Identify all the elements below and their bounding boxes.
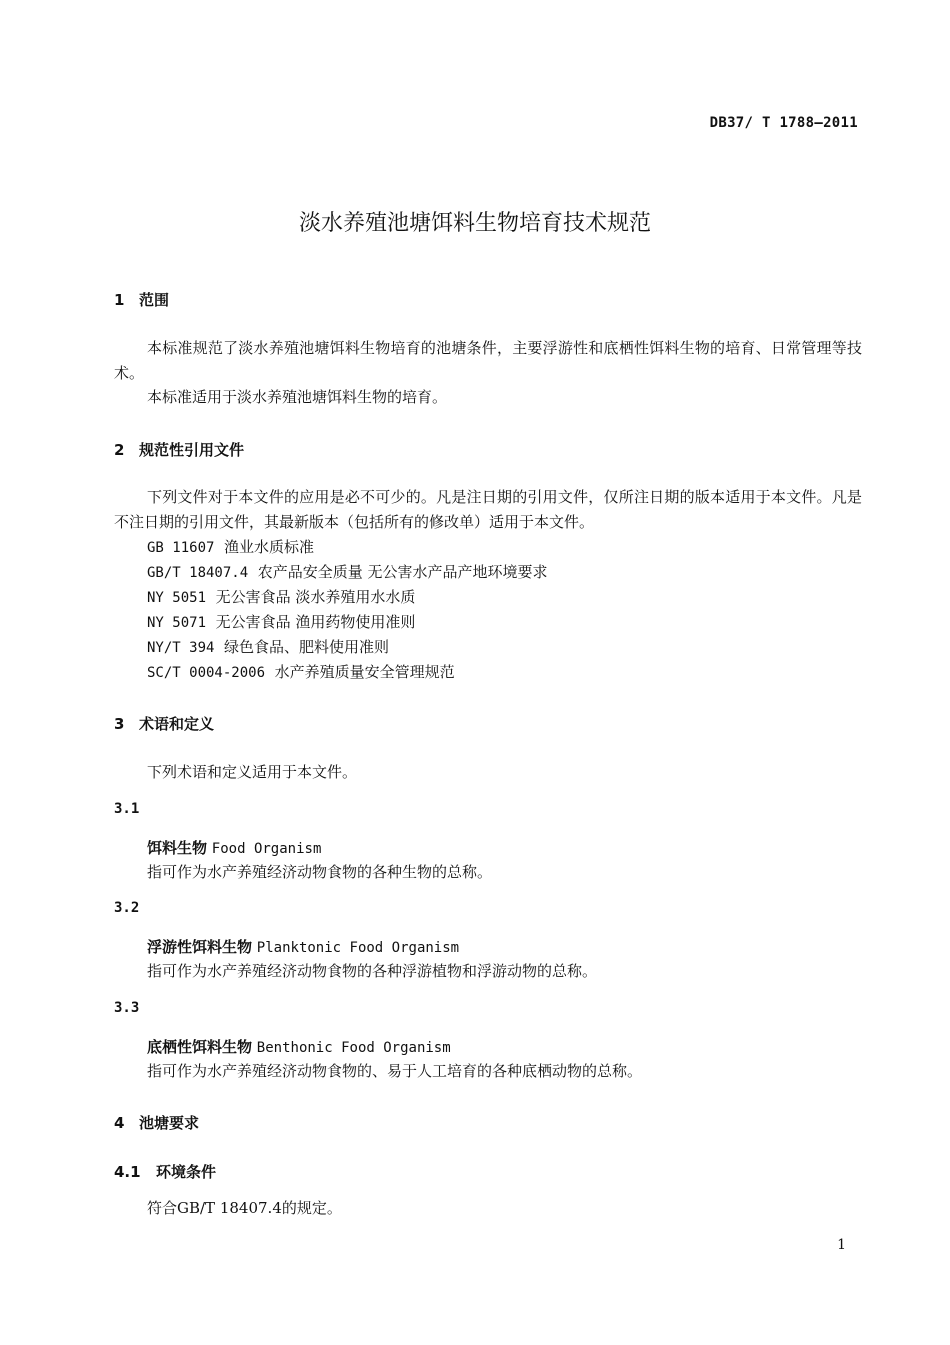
standard-code: DB37/ T 1788—2011 [709,115,858,131]
term-number: 3.2 [114,900,140,916]
reference-item [147,636,389,657]
term-definition: 指可作为水产养殖经济动物食物的各种浮游植物和浮游动物的总称。 [147,962,598,980]
reference-title: 无公害食品 淡水养殖用水水质 [215,588,416,606]
reference-item [147,536,314,557]
reference-title: 渔业水质标准 [223,538,314,556]
subsection-title: 环境条件 [156,1163,217,1181]
page-number: 1 [837,1237,846,1253]
reference-code: NY 5071 [147,615,207,631]
section-title: 术语和定义 [139,715,215,733]
reference-item [147,561,547,582]
subsection-4-1-text: 符合GB/T 18407.4的规定。 [147,1199,342,1217]
section-3-intro: 下列术语和定义适用于本文件。 [147,763,358,781]
term-chinese: 饵料生物 [147,839,208,857]
section-2-heading [114,439,244,460]
section-1-paragraph-2: 本标准适用于淡水养殖池塘饵料生物的培育。 [147,388,448,406]
reference-code: NY 5051 [147,590,207,606]
reference-code: GB/T 18407.4 [147,565,249,581]
section-3-heading [114,713,214,734]
section-title: 范围 [139,291,170,309]
section-4-heading [114,1112,199,1133]
section-number: 2 [114,441,125,459]
document-title: 淡水养殖池塘饵料生物培育技术规范 [298,211,651,236]
reference-item [147,611,415,632]
reference-item [147,586,415,607]
term-chinese: 底栖性饵料生物 [147,1038,253,1056]
term-definition: 指可作为水产养殖经济动物食物的各种生物的总称。 [147,863,493,881]
section-number: 1 [114,291,125,309]
term-heading [147,936,459,957]
section-number: 4 [114,1114,125,1132]
reference-code: SC/T 0004-2006 [147,665,266,681]
section-1-heading [114,289,169,310]
reference-code: NY/T 394 [147,640,215,656]
term-number: 3.1 [114,801,140,817]
term-heading [147,837,321,858]
section-1-paragraph-1: 本标准规范了淡水养殖池塘饵料生物培育的池塘条件，主要浮游性和底栖性饵料生物的培育、日常管理等技术。 [114,339,862,382]
term-english: Benthonic Food Organism [256,1040,451,1056]
section-2-intro: 下列文件对于本文件的应用是必不可少的。凡是注日期的引用文件，仅所注日期的版本适用于本文件。凡是不注日期的引用文件，其最新版本（包括所有的修改单）适用于本文件。 [114,488,862,531]
section-number: 3 [114,715,125,733]
subsection-number: 4.1 [114,1163,141,1181]
reference-title: 农产品安全质量 无公害水产品产地环境要求 [257,563,548,581]
reference-title: 绿色食品、肥料使用准则 [223,638,389,656]
term-definition: 指可作为水产养殖经济动物食物的、易于人工培育的各种底栖动物的总称。 [147,1062,643,1080]
term-english: Planktonic Food Organism [256,940,460,956]
reference-title: 无公害食品 渔用药物使用准则 [215,613,416,631]
reference-title: 水产养殖质量安全管理规范 [274,663,455,681]
subsection-4-1-heading [114,1161,216,1182]
term-chinese: 浮游性饵料生物 [147,938,253,956]
term-english: Food Organism [211,841,322,857]
section-title: 池塘要求 [139,1114,200,1132]
term-heading [147,1036,451,1057]
reference-item [147,661,455,682]
reference-code: GB 11607 [147,540,215,556]
section-title: 规范性引用文件 [139,441,245,459]
term-number: 3.3 [114,1000,140,1016]
